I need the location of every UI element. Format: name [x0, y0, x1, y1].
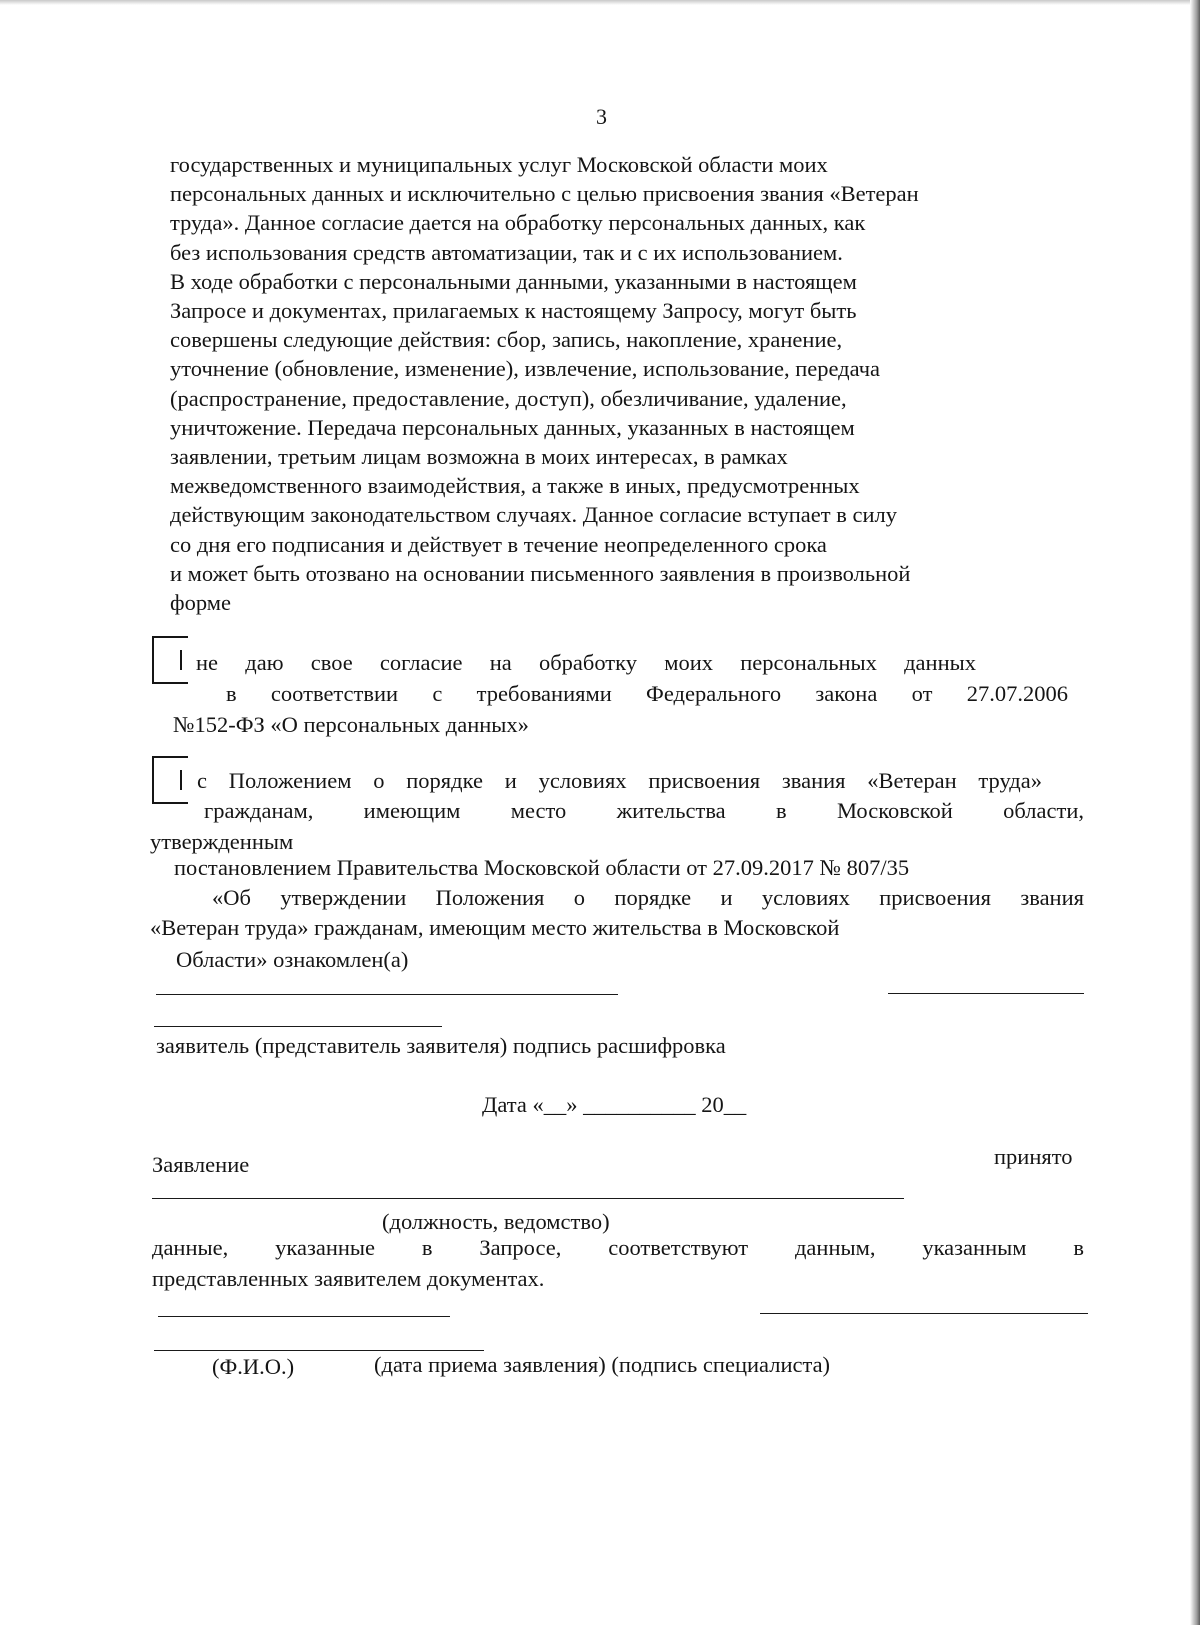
regulation-line-4: постановлением Правительства Московской области от 27.09.2017 № 807/35: [174, 855, 910, 880]
no-consent-line-1: не даю свое согласие на обработку моих персональных данных: [196, 650, 976, 675]
consent-line: действующим законодательством случаях. Данное согласие вступает в силу: [170, 502, 897, 528]
date-sign-label: (дата приема заявления) (подпись специалиста): [374, 1352, 831, 1377]
checkbox-cursor-mark: [180, 650, 182, 670]
verification-statement: данные, указанные в Запросе, соответствуют данным, указанным в: [152, 1235, 1084, 1260]
consent-line: В ходе обработки с персональными данными, указанными в настоящем: [170, 268, 857, 294]
consent-line: форме: [170, 590, 231, 616]
specialist-signature-line: [760, 1313, 1088, 1314]
regulation-checkbox[interactable]: [152, 756, 190, 806]
regulation-line-6: «Ветеран труда» гражданам, имеющим место жительства в Московской: [150, 915, 840, 940]
fio-label: (Ф.И.О.): [212, 1354, 295, 1379]
accepted-label: принято: [994, 1144, 1073, 1169]
consent-paragraph: [170, 150, 1070, 617]
no-consent-line-2: в соответствии с требованиями Федерального закона от 27.07.2006: [226, 681, 1068, 706]
consent-line: (распространение, предоставление, доступ), обезличивание, удаление,: [170, 385, 847, 411]
consent-line: уточнение (обновление, изменение), извлечение, использование, передача: [170, 356, 880, 382]
consent-line: со дня его подписания и действует в течение неопределенного срока: [170, 531, 827, 557]
checkbox-frame: [152, 756, 190, 804]
consent-line: межведомственного взаимодействия, а также в иных, предусмотренных: [170, 473, 860, 499]
consent-line: и может быть отозвано на основании письменного заявления в произвольной: [170, 560, 911, 586]
regulation-line-2: гражданам, имеющим место жительства в Московской области,: [204, 798, 1084, 823]
acceptance-label: Заявление: [152, 1152, 250, 1177]
scan-edge-top: [0, 0, 1200, 5]
checkbox-frame: [152, 636, 190, 684]
date-field: Дата «__» __________ 20__: [482, 1092, 747, 1117]
consent-line: совершены следующие действия: сбор, запись, накопление, хранение,: [170, 327, 843, 353]
consent-line: без использования средств автоматизации, так и с их использованием.: [170, 239, 843, 265]
consent-line: Запросе и документах, прилагаемых к настоящему Запросу, могут быть: [170, 298, 857, 324]
regulation-line-5: «Об утверждении Положения о порядке и условиях присвоения звания: [212, 885, 1084, 910]
no-consent-line-3: №152-ФЗ «О персональных данных»: [173, 712, 529, 737]
applicant-extra-line: [154, 1026, 442, 1027]
consent-line: труда». Данное согласие дается на обработку персональных данных, как: [170, 210, 866, 236]
applicant-signature-line: [156, 994, 618, 995]
consent-line: персональных данных и исключительно с целью присвоения звания «Ветеран: [170, 181, 919, 207]
checkbox-cursor-mark: [180, 770, 182, 790]
consent-line: уничтожение. Передача персональных данных, указанных в настоящем: [170, 414, 855, 440]
applicant-signature-caption: заявитель (представитель заявителя) подпись расшифровка: [156, 1033, 726, 1058]
regulation-line-3: утвержденным: [150, 829, 294, 854]
regulation-line-7: Области» ознакомлен(а): [176, 947, 409, 972]
page-number: 3: [596, 104, 607, 129]
verification-statement-cont: представленных заявителем документах.: [152, 1266, 545, 1291]
position-line: [152, 1198, 904, 1199]
position-caption: (должность, ведомство): [382, 1209, 610, 1234]
fio-line: [158, 1316, 450, 1317]
applicant-name-line: [888, 993, 1084, 994]
regulation-line-1: с Положением о порядке и условиях присвоения звания «Ветеран труда»: [197, 768, 1042, 793]
no-consent-checkbox[interactable]: [152, 636, 190, 686]
consent-line: государственных и муниципальных услуг Московской области моих: [170, 152, 828, 177]
scan-edge-right: [1190, 0, 1200, 1625]
consent-line: заявлении, третьим лицам возможна в моих интересах, в рамках: [170, 444, 788, 470]
